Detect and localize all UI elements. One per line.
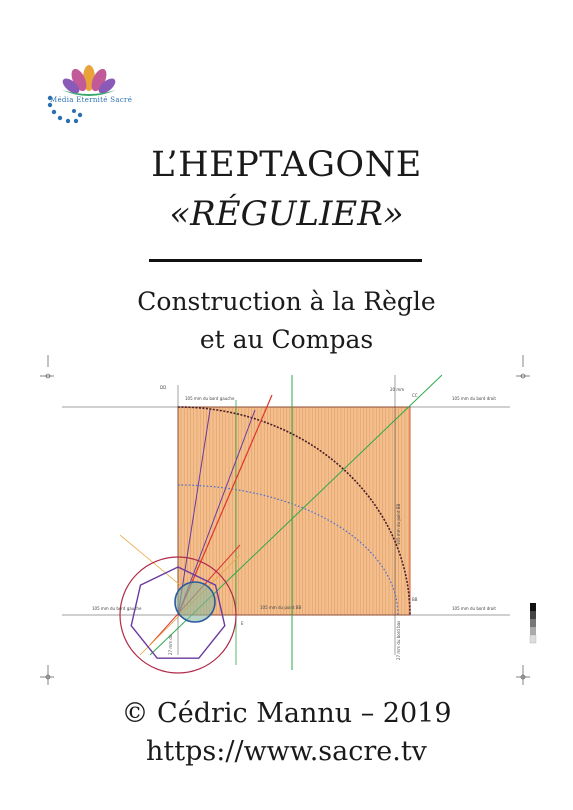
page-title: L’HEPTAGONE <box>151 145 422 185</box>
heading <box>0 283 573 359</box>
heading-line-2: et au Compas <box>199 325 374 354</box>
label-top-right-dist: 105 mm du bord droit <box>452 396 496 401</box>
label-cc: CC <box>412 393 418 398</box>
heading-line-1: Construction à la Règle <box>137 287 436 316</box>
label-bb: BB <box>412 597 418 602</box>
inner-circle <box>175 582 215 622</box>
construction-drawing <box>40 355 545 690</box>
label-right-dist: 105 mm du bord droit <box>452 606 496 611</box>
label-vert-dist: 105 mm du point BB <box>396 503 401 545</box>
label-left-vert: 27 mm du <box>168 634 173 655</box>
logo-text: Média Eternité Sacré <box>50 96 133 104</box>
label-e: E <box>241 621 244 626</box>
label-top-left-dist: 105 mm du bord gauche <box>185 396 235 401</box>
page-subtitle: «RÉGULIER» <box>169 194 404 234</box>
label-bottom-dist: 27 mm du bord bas <box>396 620 401 660</box>
construction-figure <box>40 355 545 690</box>
label-top-mm: 20 mm <box>390 387 405 392</box>
label-left-dist: 105 mm du bord gauche <box>92 606 142 611</box>
title-divider <box>149 259 422 262</box>
orange-line <box>120 535 180 585</box>
label-dd: DD <box>160 385 167 390</box>
copyright: © Cédric Mannu – 2019 <box>121 698 452 729</box>
gray-scale-bar <box>530 603 536 643</box>
label-mid-dist: 105 mm du point BB <box>260 605 302 610</box>
website-url: https://www.sacre.tv <box>146 736 427 767</box>
